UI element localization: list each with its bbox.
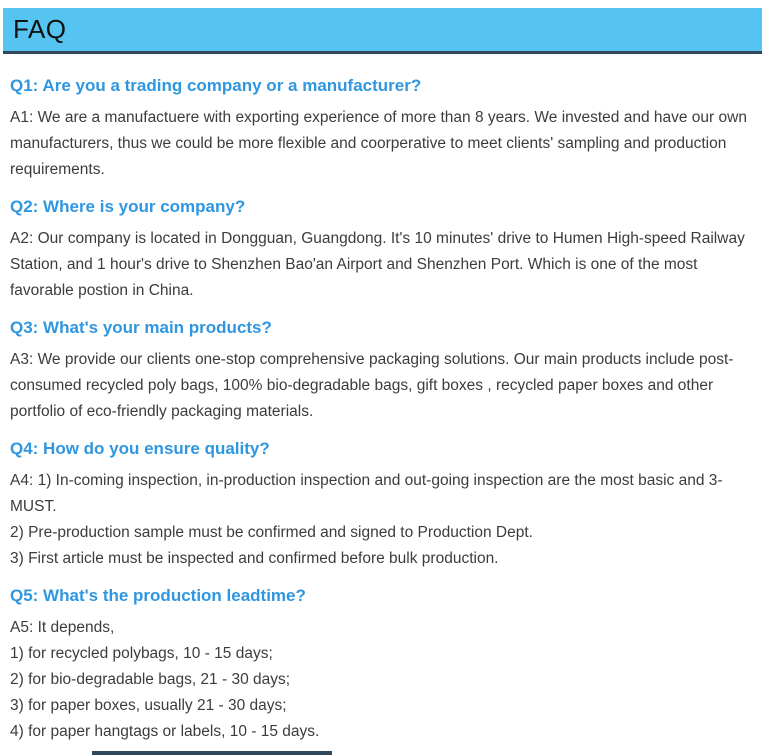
faq-answer-1 (10, 105, 753, 183)
faq-answer-3 (10, 347, 753, 425)
faq-section-header (3, 8, 762, 54)
faq-answer-5-line-4: 3) for paper boxes, usually 21 - 30 days; (10, 697, 287, 714)
faq-item-4 (10, 438, 753, 572)
faq-question-3: Q3: What's your main products? (10, 318, 272, 337)
next-section-divider (92, 751, 332, 755)
faq-question-4: Q4: How do you ensure quality? (10, 439, 270, 458)
faq-answer-4-line-3: 3) First article must be inspected and confirmed before bulk production. (10, 550, 499, 567)
faq-answer-4-line-2: 2) Pre-production sample must be confirmed and signed to Production Dept. (10, 524, 533, 541)
faq-answer-3-line-1: A3: We provide our clients one-stop comprehensive packaging solutions. Our main products include post-consumed recycled poly bags, 100% bio-degradable bags, gift boxes , recycled paper boxes and other portfolio of eco-friendly packaging materials. (10, 351, 734, 420)
faq-question-2: Q2: Where is your company? (10, 197, 246, 216)
faq-question-5: Q5: What's the production leadtime? (10, 586, 306, 605)
faq-item-5 (10, 585, 753, 745)
faq-answer-5-line-3: 2) for bio-degradable bags, 21 - 30 days; (10, 671, 291, 688)
faq-answer-2 (10, 226, 753, 304)
faq-answer-5 (10, 615, 753, 745)
faq-answer-5-line-2: 1) for recycled polybags, 10 - 15 days; (10, 645, 273, 662)
faq-list (0, 54, 765, 745)
page-title: FAQ (13, 14, 67, 44)
faq-answer-4-line-1: A4: 1) In-coming inspection, in-production inspection and out-going inspection are the most basic and 3-MUST. (10, 472, 723, 515)
faq-question-1: Q1: Are you a trading company or a manufacturer? (10, 76, 422, 95)
faq-answer-4 (10, 468, 753, 572)
faq-answer-1-line-1: A1: We are a manufactuere with exporting experience of more than 8 years. We invested and have our own manufacturers, thus we could be more flexible and coorperative to meet clients' sampling and production requirements. (10, 109, 747, 178)
faq-answer-5-line-1: A5: It depends, (10, 619, 115, 636)
faq-answer-2-line-1: A2: Our company is located in Dongguan, Guangdong. It's 10 minutes' drive to Humen High-speed Railway Station, and 1 hour's drive to Shenzhen Bao'an Airport and Shenzhen Port. Which is one of the most favorable postion in China. (10, 230, 745, 299)
faq-answer-5-line-5: 4) for paper hangtags or labels, 10 - 15 days. (10, 723, 320, 740)
faq-item-1 (10, 75, 753, 183)
faq-item-3 (10, 317, 753, 425)
faq-item-2 (10, 196, 753, 304)
